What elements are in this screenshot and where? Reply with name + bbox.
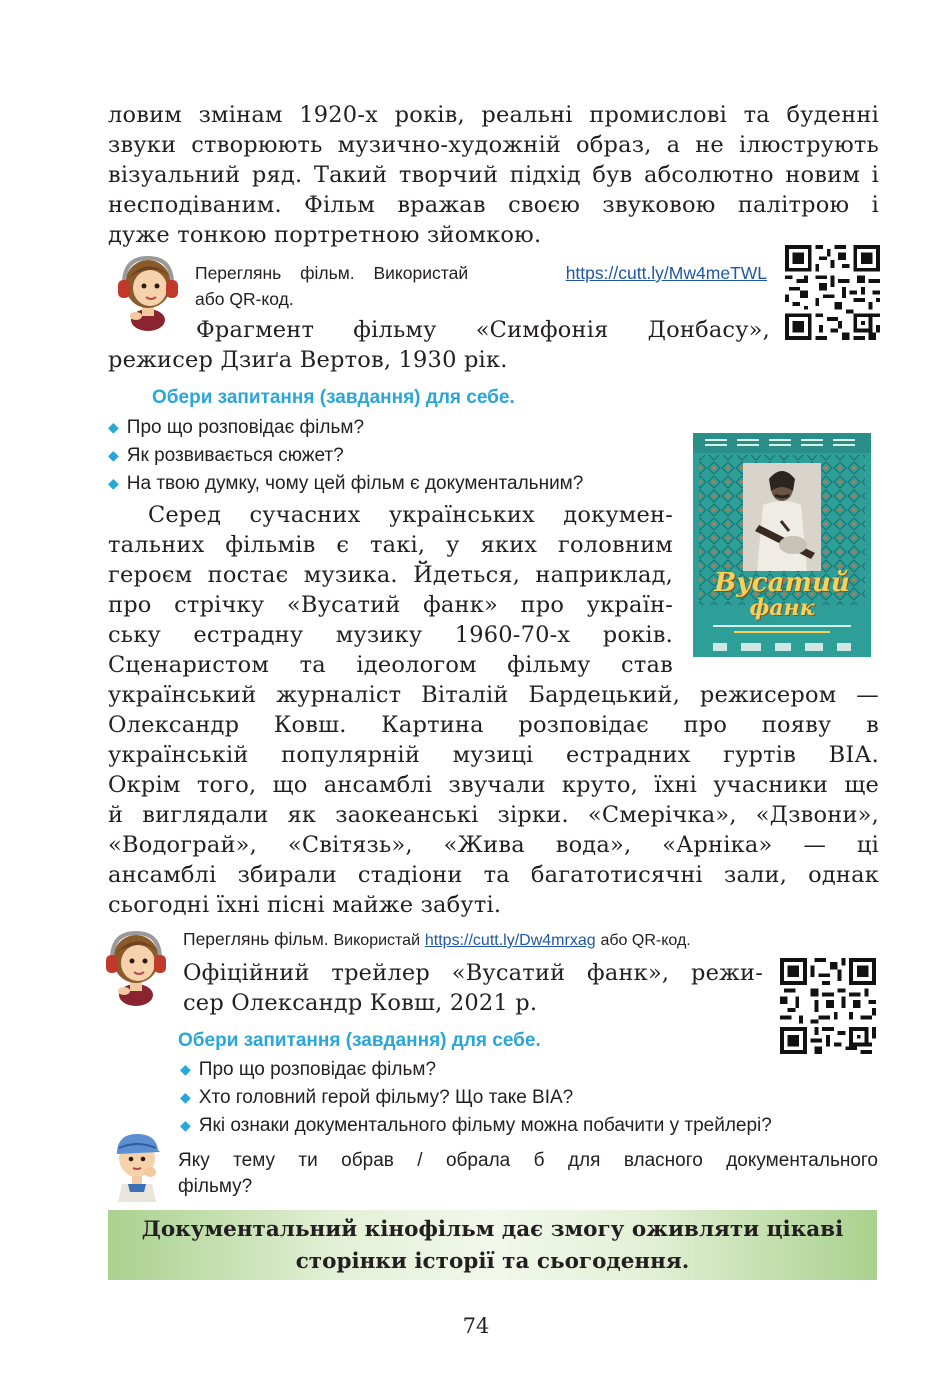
caption-line: Офіційний трейлер «Вусатий фанк», режи-: [183, 960, 763, 986]
text-line: й виглядали як заокеанські зірки. «Смерічка», «Дзвони»,: [108, 802, 879, 828]
text-line: візуальний ряд. Такий творчий підхід був абсолютно новим і: [108, 162, 879, 188]
text-line: Олександр Ковш. Картина розповідає про появу в: [108, 712, 879, 738]
instruction-text: Переглянь фільм. Використай: [195, 263, 469, 283]
page-number: 74: [462, 1314, 490, 1338]
reflection-line: фільму?: [178, 1176, 253, 1197]
text-line: сьогодні їхні пісні майже забуті.: [108, 892, 502, 918]
question-item: ◆ Про що розповідає фільм?: [108, 414, 583, 442]
question-item: ◆ Про що розповідає фільм?: [180, 1056, 772, 1084]
text-line: звуки створюють музично-художній образ, а не ілюструють: [108, 132, 879, 158]
diamond-bullet-icon: ◆: [180, 1117, 191, 1133]
film-link-1[interactable]: https://cutt.ly/Mw4meTWL: [565, 263, 767, 283]
text-line: ловим змінам 1920-х років, реальні промислові та буденні: [108, 102, 879, 128]
top-paragraph: [108, 100, 879, 250]
summary-banner: [108, 1210, 877, 1280]
summary-line: Документальний кінофільм дає змогу оживляти цікаві: [141, 1217, 844, 1242]
qr-code-1[interactable]: [785, 245, 880, 340]
caption-line: режисер Дзиґа Вертов, 1930 рік.: [108, 347, 508, 373]
text-line: про стрічку «Вусатий фанк» про україн-: [108, 592, 673, 618]
reflection-line: Яку тему ти обрав / обрала б для власного документального: [178, 1150, 878, 1171]
qr-code-2[interactable]: [780, 958, 876, 1054]
text-line: «Водограй», «Світязь», «Жива вода», «Арніка» — ці: [108, 832, 879, 858]
question-item: ◆ Які ознаки документального фільму можна побачити у трейлері?: [180, 1112, 772, 1140]
middle-paragraph: [108, 500, 879, 920]
diamond-bullet-icon: ◆: [180, 1089, 191, 1105]
question-item: ◆ Хто головний герой фільму? Що таке ВІА?: [180, 1084, 772, 1112]
text-line: Окрім того, що ансамблі звучали круто, їхні учасники ще: [108, 772, 879, 798]
poster-title-line: фанк: [749, 595, 815, 621]
questions-title-2: Обери запитання (завдання) для себе.: [178, 1030, 541, 1051]
film-caption-2: [183, 958, 763, 1018]
text-line: український журналіст Віталій Бардецький, режисером —: [108, 682, 879, 708]
qr-code-graphic: [780, 958, 876, 1054]
instruction-text: або QR-код.: [600, 932, 691, 949]
text-line: ансамблі збирали стадіони та багатотисячні зали, однак: [108, 862, 879, 888]
instruction-text: Використай: [333, 932, 421, 949]
qr-code-graphic: [785, 245, 880, 340]
text-line: ську естрадну музику 1960-70-х років.: [108, 622, 673, 648]
questions-title-1: Обери запитання (завдання) для себе.: [152, 387, 515, 408]
text-line: українській популярній музиці естрадних гуртів ВІА.: [108, 742, 879, 768]
questions-list-2: [180, 1056, 772, 1140]
text-line: дуже тонкою портретною зйомкою.: [108, 222, 542, 248]
diamond-bullet-icon: ◆: [108, 419, 119, 435]
caption-line: Фрагмент фільму «Симфонія Донбасу»,: [196, 317, 770, 343]
summary-line: сторінки історії та сьогодення.: [295, 1249, 690, 1274]
text-line: Серед сучасних українських докумен-: [148, 502, 673, 528]
girl-headphones-icon: [100, 925, 172, 1007]
text-line: Сценаристом та ідеологом фільму став: [108, 652, 673, 678]
diamond-bullet-icon: ◆: [108, 475, 119, 491]
instruction-text: або QR-код.: [195, 289, 294, 309]
film-link-2[interactable]: https://cutt.ly/Dw4mrxag: [424, 932, 596, 949]
text-line: несподіваним. Фільм вражав своєю звуковою палітрою і: [108, 192, 879, 218]
reflection-question: [178, 1148, 878, 1200]
watch-instruction-1: [195, 260, 767, 312]
text-line: героєм постає музика. Йдеться, наприклад,: [108, 562, 673, 588]
question-item: ◆ На твою думку, чому цей фільм є документальним?: [108, 470, 583, 498]
boy-thinking-icon: [106, 1126, 168, 1202]
questions-list-1: [108, 414, 583, 498]
text-line: тальних фільмів є такі, у яких головним: [108, 532, 673, 558]
diamond-bullet-icon: ◆: [180, 1061, 191, 1077]
instruction-text: Переглянь фільм.: [183, 929, 329, 949]
question-item: ◆ Як розвивається сюжет?: [108, 442, 583, 470]
diamond-bullet-icon: ◆: [108, 447, 119, 463]
caption-line: сер Олександр Ковш, 2021 р.: [183, 990, 538, 1016]
watch-instruction-2: [183, 926, 691, 954]
film-caption-1: [108, 315, 770, 375]
poster-title-line: Вусатий: [714, 568, 850, 598]
